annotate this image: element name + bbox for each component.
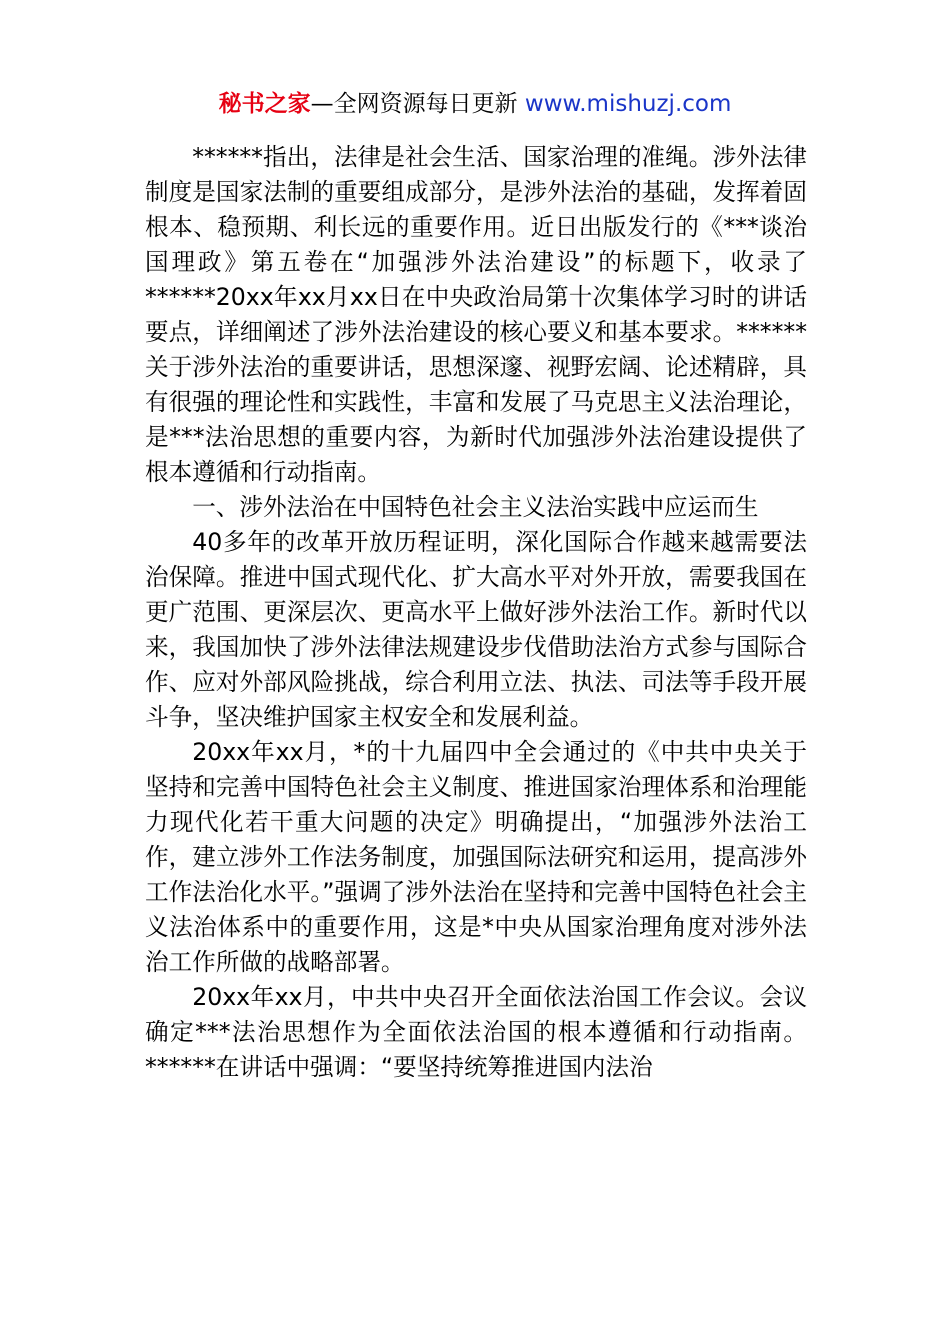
page-header bbox=[0, 88, 950, 120]
paragraph-intro: ******指出，法律是社会生活、国家治理的准绳。涉外法律制度是国家法制的重要组成部分，是涉外法治的基础，发挥着固根本、稳预期、利长远的重要作用。近日出版发行的《***谈治国理政》第五卷在“加强涉外法治建设”的标题下，收录了******20xx年xx月xx日在中央政治局第十次集体学习时的讲话要点，详细阐述了涉外法治建设的核心要义和基本要求。******关于涉外法治的重要讲话，思想深邃、视野宏阔、论述精辟，具有很强的理论性和实践性，丰富和发展了马克思主义法治理论，是***法治思想的重要内容，为新时代加强涉外法治建设提供了根本遵循和行动指南。 bbox=[145, 143, 807, 486]
section-heading-1: 一、涉外法治在中国特色社会主义法治实践中应运而生 bbox=[192, 493, 759, 521]
paragraph-reform: 40多年的改革开放历程证明，深化国际合作越来越需要法治保障。推进中国式现代化、扩大高水平对外开放，需要我国在更广范围、更深层次、更高水平上做好涉外法治工作。新时代以来，我国加快了涉外法律法规建设步伐借助法治方式参与国际合作、应对外部风险挑战，综合利用立法、执法、司法等手段开展斗争，坚决维护国家主权安全和发展利益。 bbox=[145, 528, 807, 731]
site-url-link[interactable]: www.mishuzj.com bbox=[524, 91, 732, 117]
document-body bbox=[145, 140, 807, 1085]
header-slogan: —全网资源每日更新 bbox=[310, 91, 525, 117]
paragraph-plenum: 20xx年xx月，*的十九届四中全会通过的《中共中央关于坚持和完善中国特色社会主义制度、推进国家治理体系和治理能力现代化若干重大问题的决定》明确提出，“加强涉外法治工作，建立涉外工作法务制度，加强国际法研究和运用，提高涉外工作法治化水平。”强调了涉外法治在坚持和完善中国特色社会主义法治体系中的重要作用，这是*中央从国家治理角度对涉外法治工作所做的战略部署。 bbox=[145, 738, 807, 976]
paragraph-conference: 20xx年xx月，中共中央召开全面依法治国工作会议。会议确定***法治思想作为全面依法治国的根本遵循和行动指南。******在讲话中强调：“要坚持统筹推进国内法治 bbox=[145, 983, 807, 1081]
brand-name: 秘书之家 bbox=[218, 91, 311, 117]
